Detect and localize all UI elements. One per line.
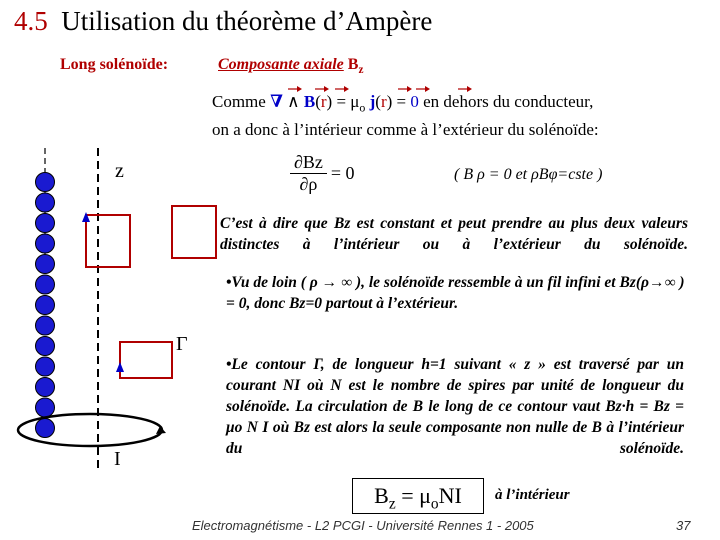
coil-wire [36,234,55,253]
coil-wire [36,316,55,335]
page-number: 37 [676,518,691,533]
label-z: z [115,160,124,182]
coil-wire [36,398,55,417]
paragraph-1: C’est à dire que Bz est constant et peut prendre au plus deux valeurs distinctes à l’intérieur ou à l’extérieur du solénoïde. [220,215,688,253]
paragraph-3: •Le contour Γ, de longueur h=1 suivant « z » est traversé par un courant NI où N est le nombre de spires par unité de longueur du solénoïde. La circulation de B le long de ce contour vaut Bz·h = Bz = μo N I où Bz est alors la seule composante non nulle de B à l’intérieur du solénoïde. [226,356,684,457]
contour-gamma [120,342,172,378]
subtitle-left: Long solénoïde: [60,56,169,73]
nabla-symbol: ∇ [270,92,283,111]
coil-wire [36,255,55,274]
equation-dbz-drho: $\frac{\partial Bz}{\partial\rho}$ = 0 [290,152,355,195]
result-box: $B_z = \mu_oNI$ [352,478,484,514]
side-note: ( B ρ = 0 et ρBφ=cste ) [454,166,603,183]
coil-wire [36,378,55,397]
contour-outer [172,206,216,258]
subtitle-right: Composante axiale $B_z$ [218,56,364,77]
coil-wire [36,275,55,294]
coil-wire [36,214,55,233]
coil-wire [36,173,55,192]
footer: Electromagnétisme - L2 PCGI - Université Rennes 1 - 2005 [192,518,534,533]
title-text: Utilisation du théorème d’Ampère [61,6,433,36]
comme-line: Comme ∇ ∧ $B(r) = \mu_o$ j(r) = 0 en dehors du conducteur, [212,92,594,115]
label-gamma: Γ [176,333,188,355]
coil-wire [36,357,55,376]
contour-inner [86,215,130,267]
solenoid-coils [36,173,55,438]
coil-wire [36,337,55,356]
text-line-2: on a donc à l’intérieur comme à l’extérieur du solénoïde: [212,120,599,139]
section-number: 4.5 [14,6,48,36]
result-note: à l’intérieur [495,487,570,503]
coil-wire [36,419,55,438]
coil-wire [36,296,55,315]
label-current: I [114,448,121,470]
paragraph-2: •Vu de loin ( ρ → ∞ ), le solénoïde ressemble à un fil infini et Bz(ρ→∞ ) = 0, donc Bz=0 partout à l’extérieur. [226,274,685,312]
coil-wire [36,193,55,212]
